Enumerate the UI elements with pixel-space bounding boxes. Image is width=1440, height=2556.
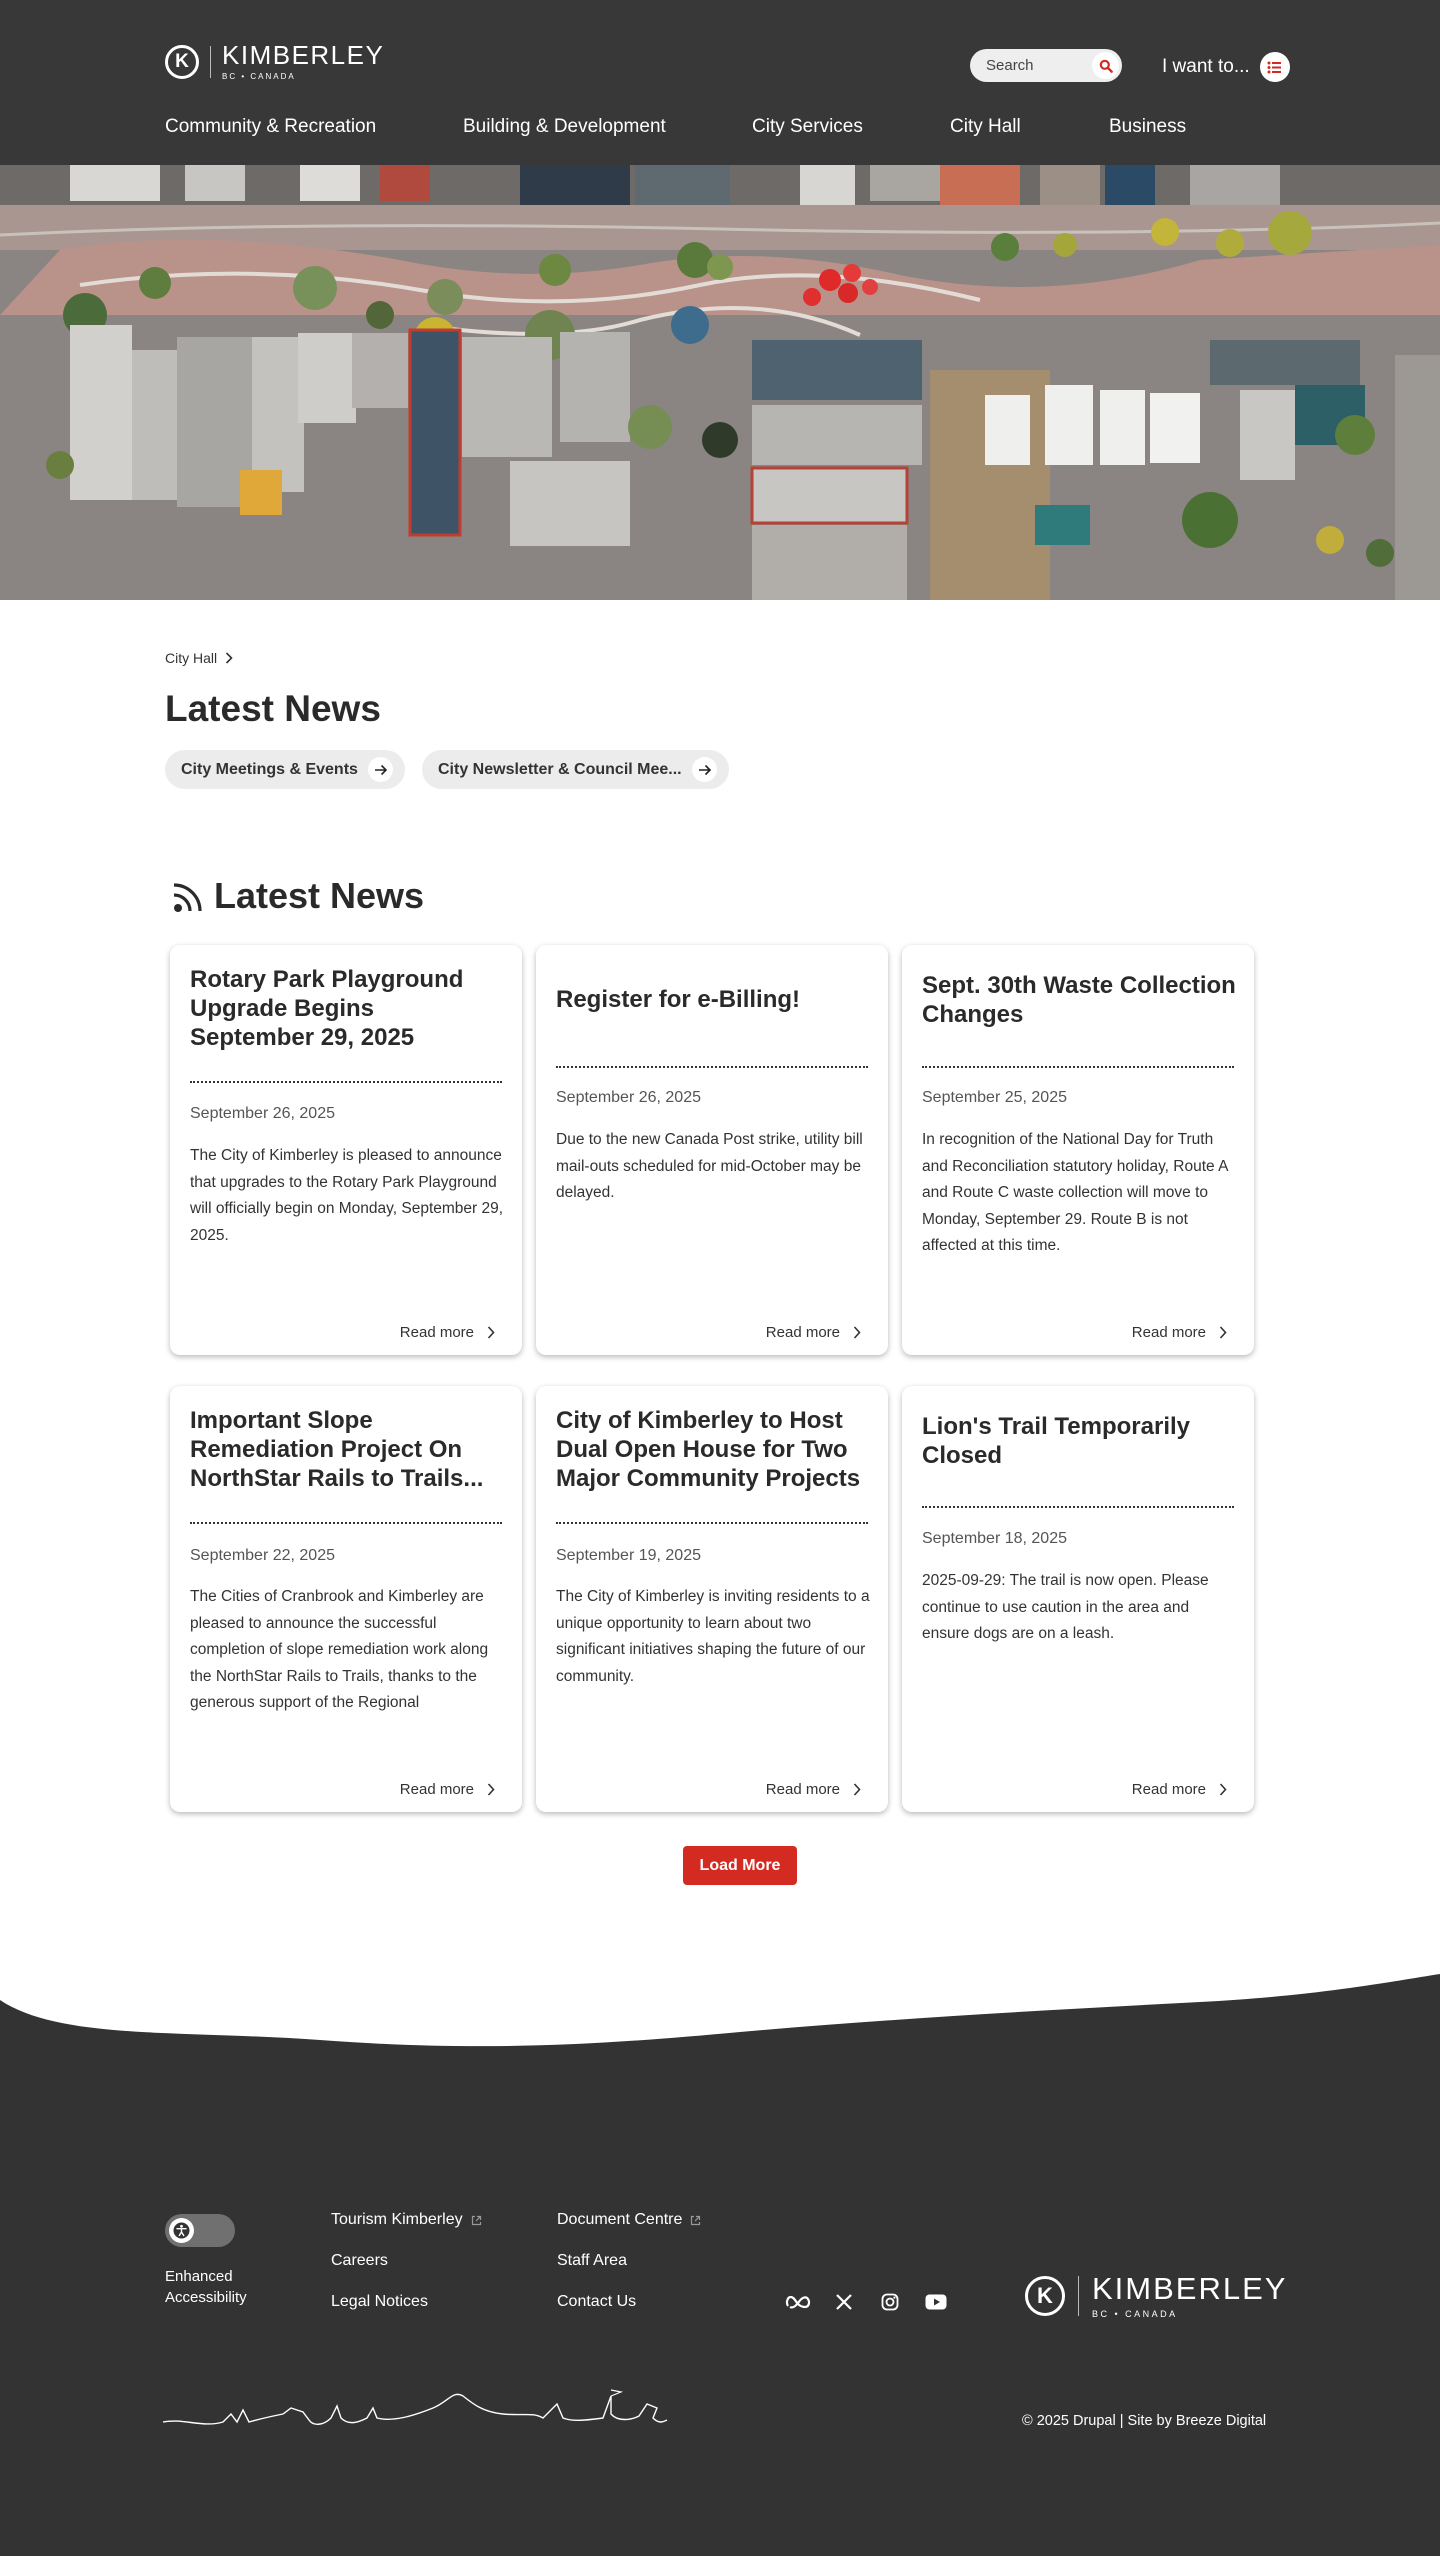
i-want-to-label: I want to... (1162, 56, 1250, 77)
read-more-link[interactable] (1132, 1324, 1227, 1341)
site-header (0, 0, 1440, 165)
footer-link-tourism-kimberley[interactable] (331, 2211, 482, 2229)
news-card-summary: 2025-09-29: The trail is now open. Please continue to use caution in the area and ensure dogs are on a leash. (922, 1572, 1209, 1642)
list-icon (1260, 52, 1290, 82)
read-more-label: Read more (1131, 1781, 1206, 1798)
nav-building-development[interactable]: Building & Development (463, 116, 666, 137)
logo-subtitle: BC • CANADA (222, 72, 296, 81)
news-card[interactable] (536, 945, 888, 1355)
chevron-right-icon (853, 1783, 861, 1796)
news-card-date: September 18, 2025 (922, 1530, 1067, 1547)
news-card-summary: Due to the new Canada Post strike, utility bill mail-outs scheduled for mid-October may be delayed. (556, 1131, 863, 1201)
news-card[interactable] (170, 1386, 522, 1812)
news-card-title[interactable]: City of Kimberley to Host Dual Open House for Two Major Community Projects (556, 1407, 861, 1492)
external-link-icon (690, 2215, 701, 2226)
news-section-title: Latest News (214, 875, 425, 916)
pill-city-newsletter-council[interactable] (422, 750, 729, 789)
card-divider (190, 1522, 502, 1524)
accessibility-icon (169, 2218, 194, 2243)
logo-divider (1078, 2276, 1079, 2316)
chevron-right-icon (225, 652, 233, 664)
logo-subtitle: BC • CANADA (1092, 2309, 1178, 2319)
chevron-right-icon (487, 1326, 495, 1339)
news-card-title[interactable]: Rotary Park Playground Upgrade Begins September 29, 2025 (190, 966, 464, 1051)
pill-city-meetings-events[interactable] (165, 750, 405, 789)
footer-link-careers[interactable] (331, 2252, 388, 2270)
accessibility-label: Enhanced Accessibility (165, 2268, 247, 2306)
nav-community-recreation[interactable]: Community & Recreation (165, 116, 377, 137)
chevron-right-icon (487, 1783, 495, 1796)
card-divider (190, 1081, 502, 1083)
news-card-summary: The City of Kimberley is inviting residents to a unique opportunity to learn about two significant initiatives shaping the future of our community. (556, 1588, 870, 1685)
news-card[interactable] (536, 1386, 888, 1812)
footer-link-document-centre[interactable] (557, 2211, 701, 2229)
card-divider (922, 1066, 1234, 1068)
search-input[interactable] (970, 49, 1075, 82)
news-card-date: September 22, 2025 (190, 1547, 335, 1564)
news-card-date: September 25, 2025 (922, 1089, 1067, 1106)
read-more-label: Read more (1131, 1324, 1206, 1341)
read-more-label: Read more (399, 1324, 474, 1341)
news-card[interactable] (902, 1386, 1254, 1812)
logo-name: KIMBERLEY (1092, 2271, 1288, 2306)
news-card-summary: In recognition of the National Day for Truth and Reconciliation statutory holiday, Route A and Route C waste collection will move to Monday, September 29. Route B is not affected at this time. (922, 1131, 1228, 1254)
read-more-link[interactable] (1132, 1781, 1227, 1798)
nav-business[interactable]: Business (1109, 116, 1187, 137)
news-card-title[interactable]: Important Slope Remediation Project On NorthStar Rails to Trails... (190, 1407, 484, 1492)
read-more-label: Read more (765, 1324, 840, 1341)
read-more-link[interactable] (766, 1781, 861, 1798)
nav-city-hall[interactable]: City Hall (950, 116, 1021, 137)
news-card[interactable] (170, 945, 522, 1355)
load-more-button[interactable]: Load More (683, 1846, 797, 1885)
meta-icon[interactable] (784, 2288, 812, 2316)
news-card-date: September 19, 2025 (556, 1547, 701, 1564)
breadcrumb-link-city-hall: City Hall (165, 650, 218, 666)
breadcrumb[interactable] (165, 650, 233, 666)
hero-aerial-image (0, 165, 1440, 600)
logo-k-icon: K (165, 45, 199, 79)
news-card-summary: The Cities of Cranbrook and Kimberley are pleased to announce the successful completion of slope remediation work along the NorthStar Rails to Trails, thanks to the generous support of the Regional (190, 1588, 489, 1711)
chevron-right-icon (1219, 1783, 1227, 1796)
footer-link-label: Legal Notices (331, 2293, 428, 2310)
read-more-label: Read more (399, 1781, 474, 1798)
pill-label: City Newsletter & Council Mee... (438, 760, 682, 778)
logo-name: KIMBERLEY (222, 40, 385, 70)
news-card-date: September 26, 2025 (190, 1105, 335, 1122)
pill-label: City Meetings & Events (181, 760, 358, 778)
arrow-right-icon (692, 757, 717, 782)
news-card-title[interactable]: Sept. 30th Waste Collection Changes (922, 972, 1236, 1028)
news-section-heading (170, 875, 424, 917)
news-card-summary: The City of Kimberley is pleased to announce that upgrades to the Rotary Park Playground will officially begin on Monday, September 29, 2025. (190, 1147, 504, 1244)
news-card-title[interactable]: Register for e-Billing! (556, 986, 801, 1013)
search-box (970, 49, 1122, 82)
search-button[interactable] (1092, 52, 1119, 79)
town-sketch-illustration (163, 2382, 668, 2434)
chevron-right-icon (1219, 1326, 1227, 1339)
logo-wordmark (1092, 2273, 1287, 2319)
footer-link-legal-notices[interactable] (331, 2293, 428, 2311)
page-title: Latest News (165, 688, 381, 729)
x-icon[interactable] (830, 2288, 858, 2316)
card-divider (922, 1506, 1234, 1508)
chevron-right-icon (853, 1326, 861, 1339)
accessibility-toggle[interactable] (165, 2214, 235, 2247)
footer-link-label: Staff Area (557, 2252, 627, 2269)
copyright-text: © 2025 Drupal | Site by Breeze Digital (1022, 2413, 1267, 2429)
nav-city-services[interactable]: City Services (752, 116, 863, 137)
instagram-icon[interactable] (876, 2288, 904, 2316)
footer-link-label: Careers (331, 2252, 388, 2269)
site-logo[interactable] (165, 42, 384, 81)
read-more-link[interactable] (400, 1324, 495, 1341)
external-link-icon (471, 2215, 482, 2226)
search-icon (1099, 59, 1113, 73)
read-more-link[interactable] (766, 1324, 861, 1341)
youtube-icon[interactable] (922, 2288, 950, 2316)
footer-link-label: Tourism Kimberley (331, 2211, 463, 2228)
read-more-label: Read more (765, 1781, 840, 1798)
news-card-date: September 26, 2025 (556, 1089, 701, 1106)
news-card-title[interactable]: Lion's Trail Temporarily Closed (922, 1413, 1190, 1469)
card-divider (556, 1522, 868, 1524)
rss-icon (170, 877, 208, 915)
footer-link-staff-area[interactable] (557, 2252, 627, 2270)
logo-wordmark (222, 42, 384, 81)
read-more-link[interactable] (400, 1781, 495, 1798)
footer-link-contact-us[interactable] (557, 2293, 636, 2311)
footer-background (0, 1960, 1440, 2556)
footer-logo[interactable] (1025, 2273, 1287, 2319)
card-divider (556, 1066, 868, 1068)
logo-divider (210, 46, 211, 78)
footer-link-label: Document Centre (557, 2211, 683, 2228)
footer-link-label: Contact Us (557, 2293, 637, 2310)
logo-k-icon: K (1025, 2276, 1065, 2316)
news-card[interactable] (902, 945, 1254, 1355)
arrow-right-icon (368, 757, 393, 782)
i-want-to-menu[interactable] (1162, 52, 1290, 82)
